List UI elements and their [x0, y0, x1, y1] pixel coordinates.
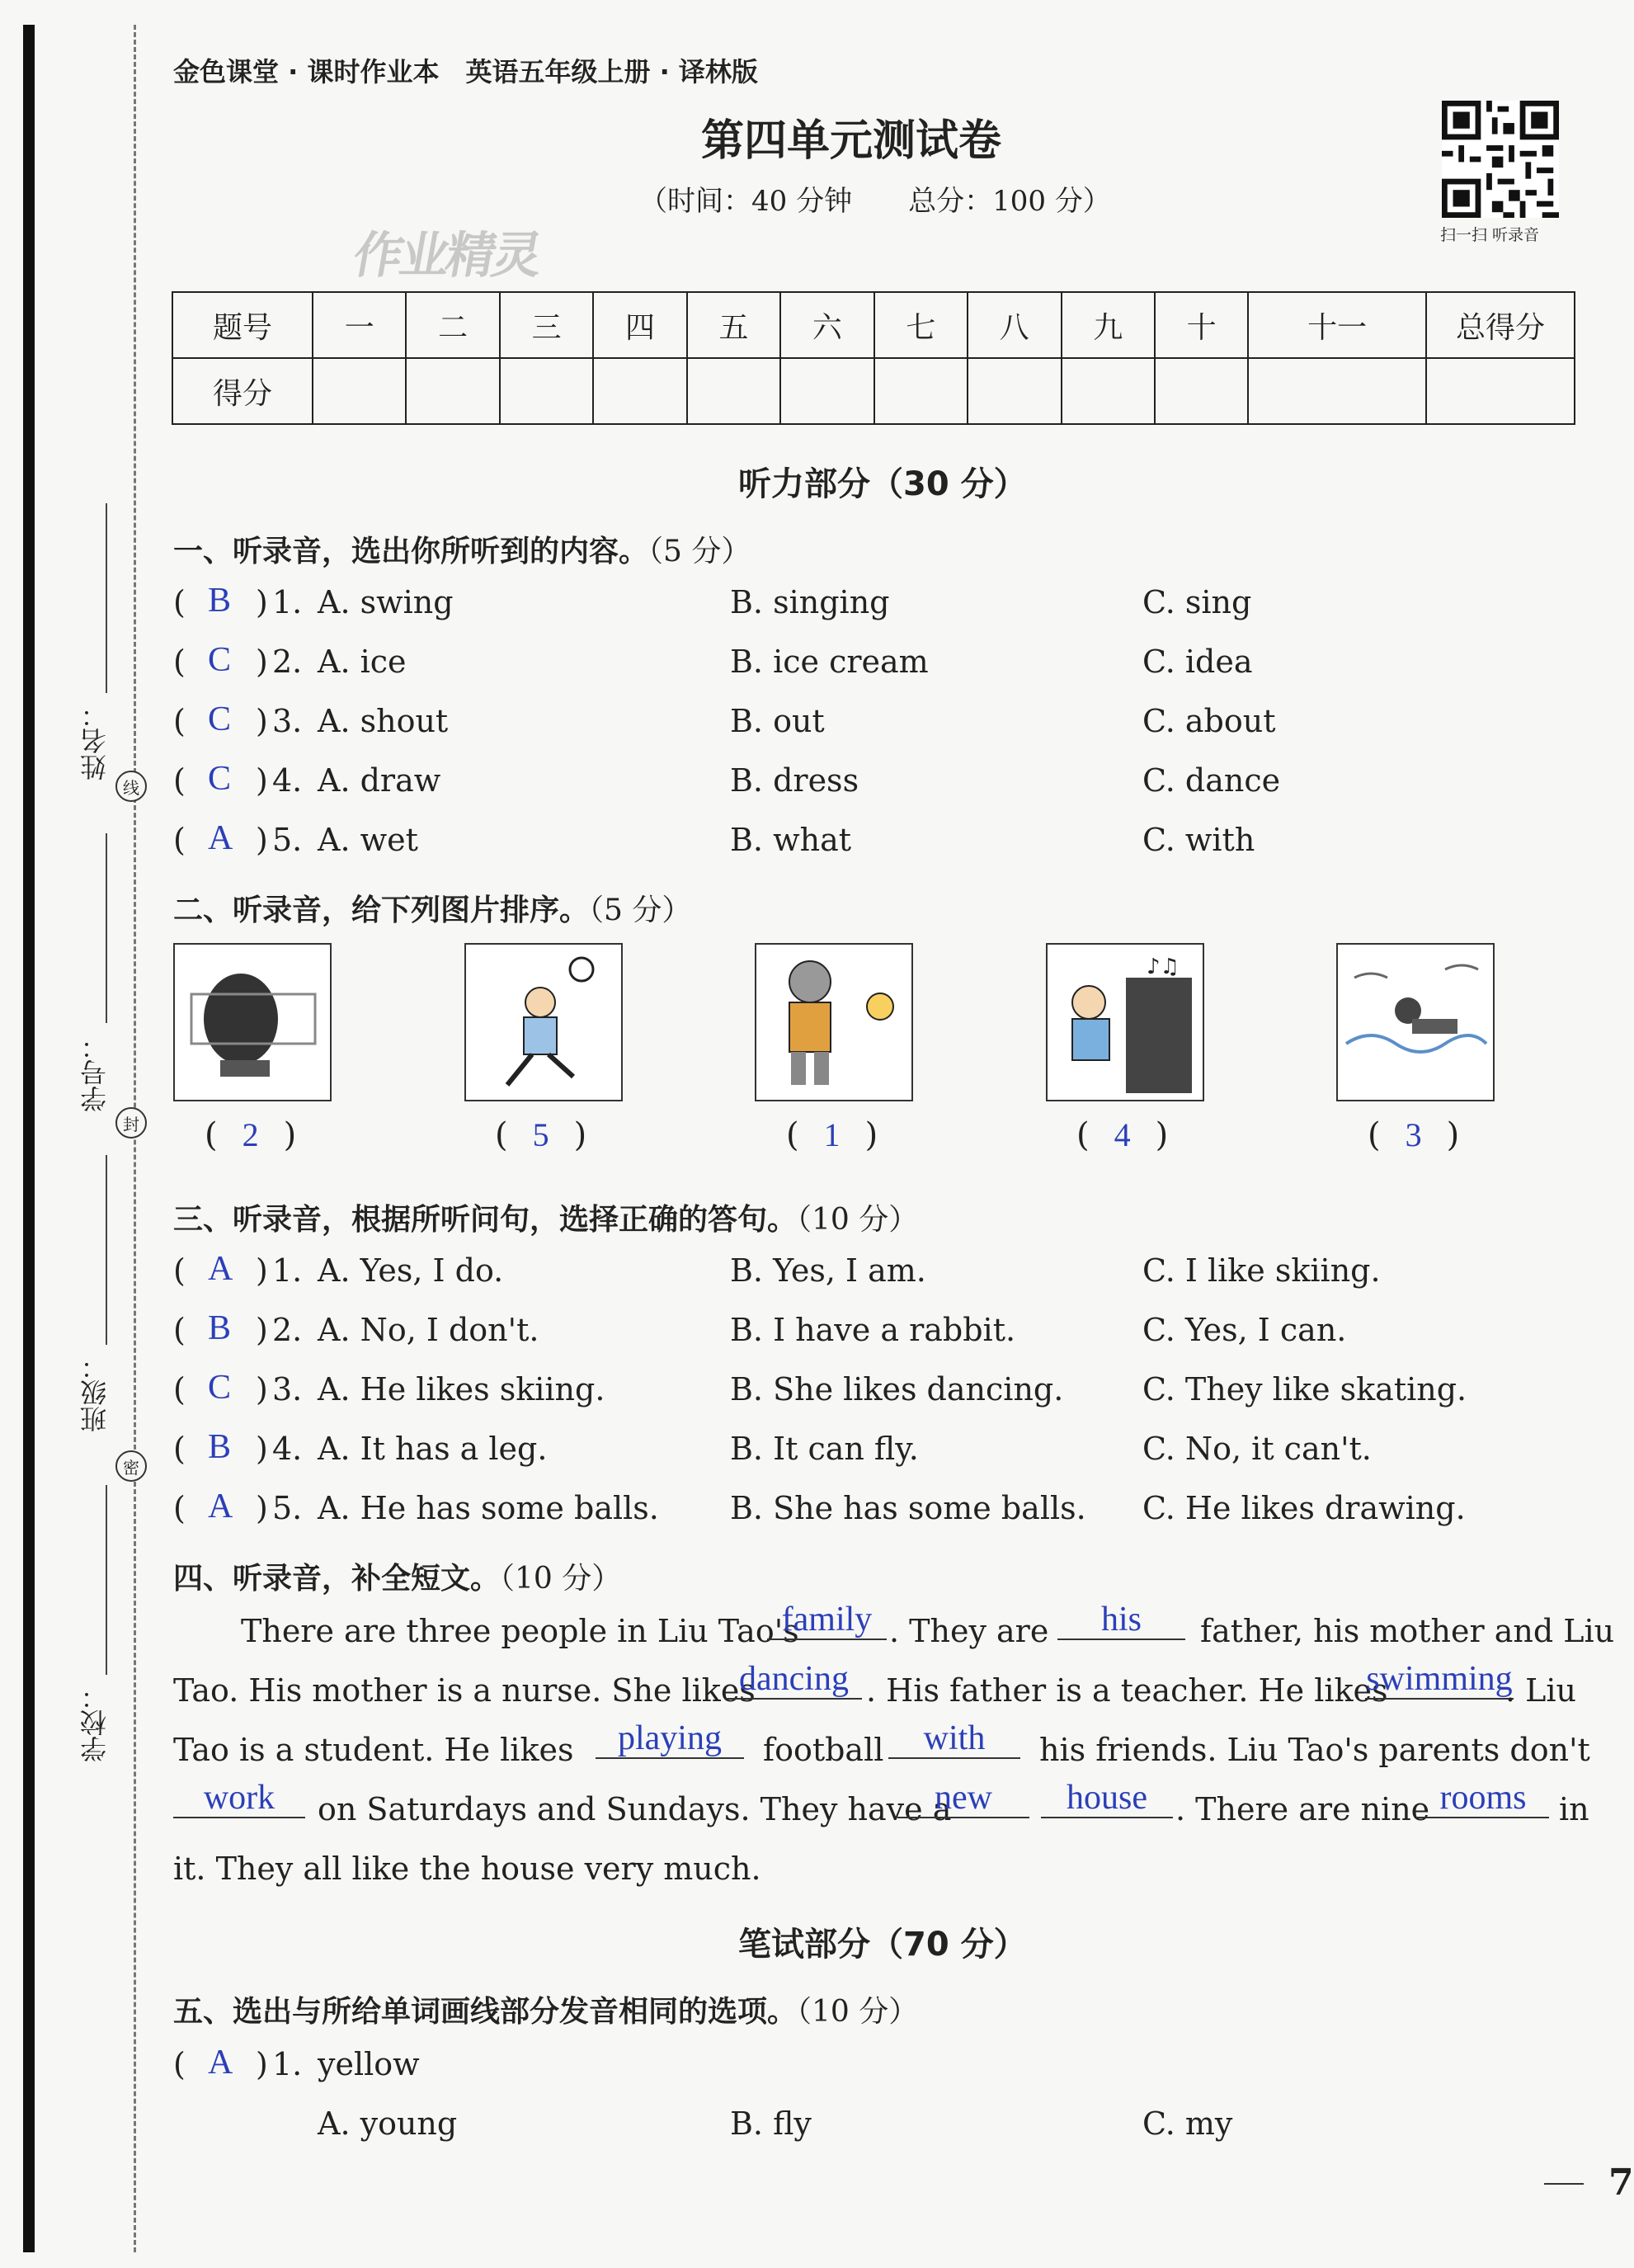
section-3-title: 三、听录音，根据所听问句，选择正确的答句。（10 分） [173, 1203, 919, 1237]
page-title: 第四单元测试卷 [701, 116, 1002, 166]
watermark: 作业精灵 [348, 227, 544, 285]
s5-question-1-options: A. young B. fly C. my [318, 2105, 1233, 2142]
passage-text: Tao is a student. He likes [173, 1732, 574, 1768]
passage-text: father, his mother and Liu [1200, 1613, 1615, 1649]
score-input[interactable] [1155, 358, 1248, 424]
cell-1: 一 [313, 292, 406, 358]
cell-9: 九 [1062, 292, 1155, 358]
passage-text: his friends. Liu Tao's parents don't [1039, 1732, 1590, 1768]
school-line [106, 1485, 107, 1675]
blank-1[interactable]: family [767, 1601, 887, 1640]
blank-6[interactable]: with [888, 1719, 1020, 1759]
answer[interactable]: B [208, 582, 232, 620]
seal-mark-secret: 密 [115, 1450, 147, 1482]
s3-question-4: ( B ) 4. A. It has a leg. B. It can fly. C. No, it can't. [173, 1428, 1372, 1467]
score-input[interactable] [1248, 358, 1426, 424]
blank-9[interactable]: house [1041, 1779, 1173, 1818]
s3-question-5: ( A ) 5. A. He has some balls. B. She has some balls. C. He likes drawing. [173, 1488, 1466, 1526]
passage-text: . There are nine [1175, 1791, 1430, 1827]
cell-2: 二 [406, 292, 499, 358]
score-input[interactable] [406, 358, 499, 424]
score-input[interactable] [1426, 358, 1575, 424]
picture-swimming-kid [1336, 943, 1495, 1101]
qr-caption: 扫一扫 听录音 [1440, 226, 1540, 244]
passage-text: There are three people in Liu Tao's [241, 1613, 799, 1649]
blank-4[interactable]: swimming [1366, 1660, 1513, 1698]
page-number: 7 [1608, 2162, 1634, 2204]
answer[interactable]: A [208, 819, 233, 857]
picture-2-order: ( 5 ) [495, 1116, 587, 1154]
section-5-title: 五、选出与所给单词画线部分发音相同的选项。（10 分） [173, 1995, 919, 2029]
cell-score-label: 得分 [172, 358, 313, 424]
section-4-title: 四、听录音，补全短文。（10 分） [173, 1562, 622, 1596]
cell-10: 十 [1155, 292, 1248, 358]
student-id-label: 学号： [79, 1033, 111, 1112]
passage-text: in [1559, 1791, 1589, 1827]
score-input[interactable] [780, 358, 874, 424]
section-2-title: 二、听录音，给下列图片排序。（5 分） [173, 894, 692, 927]
picture-cat-and-bird [755, 943, 913, 1101]
cell-6: 六 [780, 292, 874, 358]
passage-text: football [763, 1732, 884, 1768]
answer[interactable]: A [208, 2044, 233, 2082]
answer[interactable]: C [208, 641, 232, 679]
picture-piano-boy [1046, 943, 1204, 1101]
score-input[interactable] [874, 358, 968, 424]
passage-text: . His father is a teacher. He likes [866, 1672, 1388, 1709]
score-table-score-row [172, 358, 1575, 424]
score-input[interactable] [1062, 358, 1155, 424]
passage-text: Tao. His mother is a nurse. She likes [173, 1672, 756, 1709]
passage-text: . They are [889, 1613, 1049, 1649]
s1-question-4: ( C ) 4. A. draw B. dress C. dance [173, 760, 1281, 799]
s1-question-5: ( A ) 5. A. wet B. what C. with [173, 819, 1255, 858]
passage-text: it. They all like the house very much. [173, 1851, 761, 1887]
s5-question-1: ( A ) 1. yellow [173, 2044, 420, 2082]
answer[interactable]: C [208, 700, 232, 738]
s1-question-1: ( B ) 1. A. swing B. singing C. sing [173, 582, 1252, 620]
picture-5-order: ( 3 ) [1368, 1116, 1460, 1154]
score-table-header-row [172, 292, 1575, 358]
seal-mark-seal: 封 [115, 1107, 147, 1139]
book-header: 金色课堂 · 课时作业本 英语五年级上册 · 译林版 [173, 56, 758, 87]
blank-3[interactable]: dancing [726, 1660, 862, 1700]
score-input[interactable] [313, 358, 406, 424]
name-line [106, 503, 107, 693]
blank-5[interactable]: playing [596, 1719, 744, 1759]
answer[interactable]: B [208, 1428, 232, 1466]
cell-question-no: 题号 [172, 292, 313, 358]
cell-5: 五 [687, 292, 780, 358]
s3-question-1: ( A ) 1. A. Yes, I do. B. Yes, I am. C. I like skiing. [173, 1250, 1381, 1289]
s1-question-2: ( C ) 2. A. ice B. ice cream C. idea [173, 641, 1253, 680]
cell-4: 四 [593, 292, 686, 358]
binding-edge [23, 25, 35, 2252]
answer[interactable]: A [208, 1488, 233, 1525]
section-1-title: 一、听录音，选出你所听到的内容。（5 分） [173, 535, 751, 568]
blank-10[interactable]: rooms [1417, 1779, 1549, 1818]
score-input[interactable] [500, 358, 593, 424]
s3-question-2: ( B ) 2. A. No, I don't. B. I have a rabbit. C. Yes, I can. [173, 1309, 1347, 1348]
qr-code-icon[interactable] [1442, 101, 1559, 218]
passage-text: on Saturdays and Sundays. They have a [318, 1791, 952, 1827]
s3-question-3: ( C ) 3. A. He likes skiing. B. She likes dancing. C. They like skating. [173, 1369, 1467, 1407]
blank-2[interactable]: his [1057, 1601, 1185, 1640]
answer[interactable]: A [208, 1250, 233, 1288]
listening-title: 听力部分（30 分） [738, 465, 1027, 503]
score-input[interactable] [593, 358, 686, 424]
cell-7: 七 [874, 292, 968, 358]
exam-info: （时间：40 分钟 总分：100 分） [639, 185, 1111, 218]
cut-line [134, 25, 136, 2252]
picture-3-order: ( 1 ) [786, 1116, 878, 1154]
score-input[interactable] [687, 358, 780, 424]
class-line [106, 1155, 107, 1345]
s1-question-3: ( C ) 3. A. shout B. out C. about [173, 700, 1276, 739]
writing-title: 笔试部分（70 分） [738, 1926, 1027, 1964]
student-id-line [106, 833, 107, 1023]
cell-3: 三 [500, 292, 593, 358]
school-label: 学校： [79, 1683, 111, 1762]
picture-skating-kid [173, 943, 332, 1101]
score-table [172, 291, 1575, 425]
blank-7[interactable]: work [173, 1779, 305, 1818]
page-number-rule [1544, 2183, 1584, 2185]
cell-total: 总得分 [1426, 292, 1575, 358]
picture-football-kid [464, 943, 623, 1101]
class-label: 班级： [79, 1353, 111, 1432]
name-label: 姓名： [79, 701, 111, 780]
svg-text:♪♫: ♪♫ [1147, 955, 1180, 979]
cell-8: 八 [968, 292, 1061, 358]
score-input[interactable] [968, 358, 1061, 424]
picture-1-order: ( 2 ) [205, 1116, 297, 1154]
cell-11: 十一 [1248, 292, 1426, 358]
picture-4-order: ( 4 ) [1076, 1116, 1169, 1154]
seal-mark-line: 线 [115, 771, 147, 802]
answer[interactable]: B [208, 1309, 232, 1347]
answer[interactable]: C [208, 1369, 232, 1407]
passage-text: . Liu [1505, 1672, 1577, 1709]
answer[interactable]: C [208, 760, 232, 798]
blank-8[interactable]: new [897, 1779, 1029, 1818]
